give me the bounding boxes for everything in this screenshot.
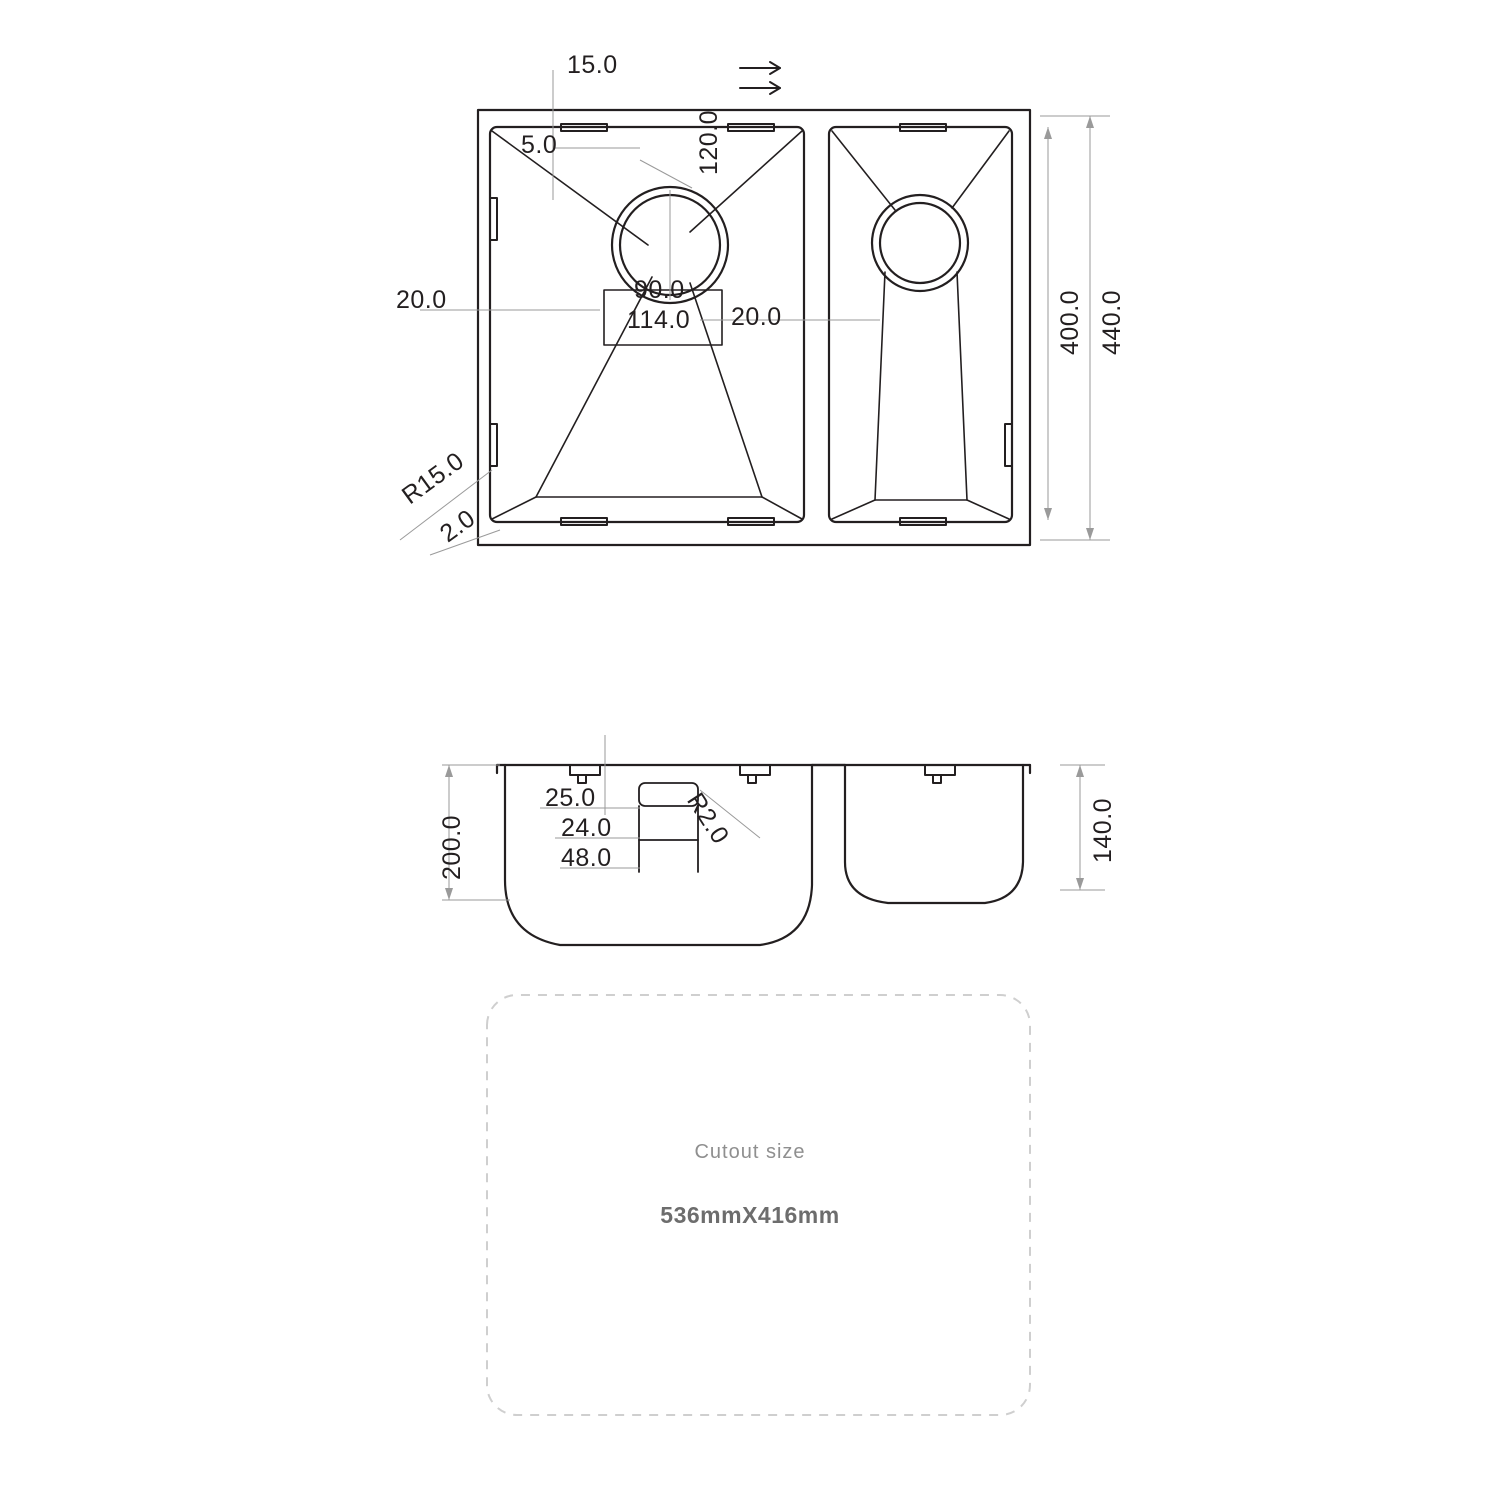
section-overflow-detail [639,783,698,872]
dim-5: 5.0 [521,131,558,159]
cutout-size-value: 536mmX416mm [660,1202,840,1228]
section-clips [570,765,955,783]
cutout-title: Cutout size [694,1141,806,1163]
dim-400: 400.0 [1056,289,1084,355]
section-dimension-lines [438,735,1105,900]
flow-arrow-icon [740,62,780,94]
plan-right-bowl-opening [829,127,1012,522]
dim-r2: R2.0 [681,787,735,850]
dim-25: 25.0 [545,784,596,812]
dim-48: 48.0 [561,844,612,872]
dim-140: 140.0 [1089,797,1117,863]
dim-corner-2: 2.0 [434,504,481,549]
dim-200: 200.0 [438,814,466,880]
dim-15: 15.0 [567,51,618,79]
dim-24: 24.0 [561,814,612,842]
dim-20-center: 20.0 [731,303,782,331]
dim-114: 114.0 [627,306,691,334]
dim-r15: R15.0 [396,446,470,511]
dim-440: 440.0 [1098,289,1126,355]
dim-90: 90.0 [634,276,685,304]
plan-right-drain [872,195,968,291]
plan-right-bowl-slopes [832,131,1009,519]
dim-20-left: 20.0 [396,286,447,314]
dim-120: 120.0 [695,109,723,175]
